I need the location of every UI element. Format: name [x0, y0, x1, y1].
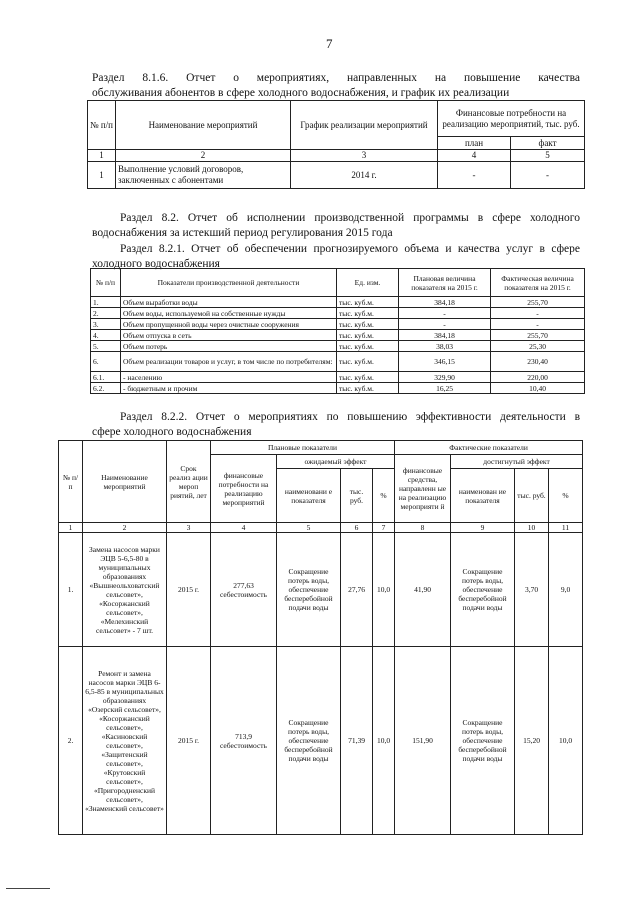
cell-plan: 38,03: [399, 341, 491, 352]
cell-fact: -: [491, 319, 585, 330]
section-82-heading-line2: водоснабжения за истекший период регулирования 2015 года: [92, 227, 393, 239]
section-816-heading: [92, 71, 580, 101]
cell-fact: 25,30: [491, 341, 585, 352]
table-821: [90, 268, 585, 394]
cell-name: Объем воды, используемой на собственные нужды: [121, 308, 337, 319]
cell-num: 2.: [91, 308, 121, 319]
cell-name: Объем потерь: [121, 341, 337, 352]
cell-num: 1.: [91, 297, 121, 308]
cell-plan: 346,15: [399, 352, 491, 372]
cell-fact: -: [491, 308, 585, 319]
index-cell: 5: [277, 523, 341, 533]
table-row: [91, 308, 585, 319]
cell-rub-fact: 3,70: [515, 533, 549, 647]
section-822-heading-line1: Раздел 8.2.2. Отчет о мероприятиях по повышению эффективности деятельности в: [120, 411, 580, 423]
cell-unit: тыс. куб.м.: [337, 319, 399, 330]
cell-fin-plan: 277,63 себестоимость: [211, 533, 277, 647]
cell-fact: -: [511, 162, 585, 189]
cell-fact: 255,70: [491, 330, 585, 341]
table-row: [91, 383, 585, 394]
cell-effect-fact: Сокращение потерь воды, обеспечение бесперебойной подачи воды: [451, 533, 515, 647]
index-cell: 2: [83, 523, 167, 533]
header-planned: Плановые показатели: [211, 441, 395, 455]
cell-fin-fact: 41,90: [395, 533, 451, 647]
header-num: № п/п: [88, 101, 116, 150]
cell-fact: 10,40: [491, 383, 585, 394]
table-row: [91, 352, 585, 372]
cell-plan: 329,90: [399, 372, 491, 383]
table-row: [91, 372, 585, 383]
cell-pct: 10,0: [373, 533, 395, 647]
cell-fact: 230,40: [491, 352, 585, 372]
cell-plan: -: [399, 308, 491, 319]
cell-num: 6.2.: [91, 383, 121, 394]
table-row: [59, 533, 583, 647]
cell-name: - бюджетным и прочим: [121, 383, 337, 394]
cell-plan: -: [399, 319, 491, 330]
index-cell: 6: [341, 523, 373, 533]
cell-rub: 71,39: [341, 647, 373, 835]
cell-num: 4.: [91, 330, 121, 341]
header-name: Наименование мероприятий: [83, 441, 167, 523]
cell-term: 2015 г.: [167, 647, 211, 835]
header-rub: тыс. руб.: [341, 469, 373, 523]
cell-fact: 220,00: [491, 372, 585, 383]
index-cell: 2: [116, 150, 291, 162]
section-822-heading: [92, 410, 580, 440]
table-row: [59, 647, 583, 835]
cell-pct-fact: 10,0: [549, 647, 583, 835]
header-num: № п/ п: [59, 441, 83, 523]
cell-pct: 10,0: [373, 647, 395, 835]
cell-num: 6.: [91, 352, 121, 372]
header-plan: Плановая величина показателя на 2015 г.: [399, 269, 491, 297]
cell-unit: тыс. куб.м.: [337, 330, 399, 341]
table-row: [91, 297, 585, 308]
index-cell: 10: [515, 523, 549, 533]
index-cell: 3: [291, 150, 438, 162]
cell-unit: тыс. куб.м.: [337, 372, 399, 383]
index-cell: 1: [88, 150, 116, 162]
header-unit: Ед. изм.: [337, 269, 399, 297]
header-indicator: наименовани е показателя: [277, 469, 341, 523]
cell-name: Объем отпуска в сеть: [121, 330, 337, 341]
header-term: Срок реализ ации мероп риятий, лет: [167, 441, 211, 523]
header-fin-plan: финансовые потребности на реализацию мероприятий: [211, 455, 277, 523]
cell-term: 2015 г.: [167, 533, 211, 647]
header-finance: Финансовые потребности на реализацию мероприятий, тыс. руб.: [438, 101, 585, 137]
table-row: [91, 319, 585, 330]
index-cell: 4: [438, 150, 511, 162]
index-cell: 9: [451, 523, 515, 533]
index-cell: 4: [211, 523, 277, 533]
header-pct-fact: %: [549, 469, 583, 523]
cell-num: 3.: [91, 319, 121, 330]
section-821-heading-line1: Раздел 8.2.1. Отчет об обеспечении прогнозируемого объема и качества услуг в сфере: [120, 243, 580, 255]
cell-num: 1: [88, 162, 116, 189]
cell-name: Объем реализации товаров и услуг, в том числе по потребителям:: [121, 352, 337, 372]
index-row: [59, 523, 583, 533]
cell-fin-fact: 151,90: [395, 647, 451, 835]
cell-schedule: 2014 г.: [291, 162, 438, 189]
cell-plan: 384,18: [399, 297, 491, 308]
table-row: [88, 162, 585, 189]
cell-num: 6.1.: [91, 372, 121, 383]
cell-effect-fact: Сокращение потерь воды, обеспечение бесперебойной подачи воды: [451, 647, 515, 835]
section-82-heading: [92, 211, 580, 241]
cell-unit: тыс. куб.м.: [337, 341, 399, 352]
cell-name: Объем выработки воды: [121, 297, 337, 308]
cell-unit: тыс. куб.м.: [337, 297, 399, 308]
table-row: [91, 341, 585, 352]
cell-rub-fact: 15,20: [515, 647, 549, 835]
cell-effect: Сокращение потерь воды, обеспечение бесперебойной подачи воды: [277, 647, 341, 835]
page-number: 7: [326, 36, 333, 51]
index-cell: 3: [167, 523, 211, 533]
cell-name: - населению: [121, 372, 337, 383]
index-row: [88, 150, 585, 162]
cell-pct-fact: 9,0: [549, 533, 583, 647]
header-name: Показатели производственной деятельности: [121, 269, 337, 297]
cell-num: 5.: [91, 341, 121, 352]
header-name: Наименование мероприятий: [116, 101, 291, 150]
header-schedule: График реализации мероприятий: [291, 101, 438, 150]
cell-num: 1.: [59, 533, 83, 647]
header-pct: %: [373, 469, 395, 523]
header-achieved: достигнутый эффект: [451, 455, 583, 469]
cell-unit: тыс. куб.м.: [337, 352, 399, 372]
cell-effect: Сокращение потерь воды, обеспечение бесперебойной подачи воды: [277, 533, 341, 647]
footnote-divider: [6, 888, 50, 889]
cell-unit: тыс. куб.м.: [337, 308, 399, 319]
cell-plan: -: [438, 162, 511, 189]
header-fin-fact: финансовые средства, направленн ые на реализацию мероприяти й: [395, 455, 451, 523]
index-cell: 7: [373, 523, 395, 533]
cell-plan: 384,18: [399, 330, 491, 341]
table-816: [87, 100, 585, 189]
section-816-heading-line2: обслуживания абонентов в сфере холодного водоснабжения, и график их реализации: [92, 87, 510, 99]
table-row: [91, 330, 585, 341]
section-816-heading-line1: Раздел 8.1.6. Отчет о мероприятиях, направленных на повышение качества: [92, 72, 580, 84]
header-fact: Фактическая величина показателя на 2015 г.: [491, 269, 585, 297]
header-expected: ожидаемый эффект: [277, 455, 395, 469]
cell-rub: 27,76: [341, 533, 373, 647]
header-rub-fact: тыс. руб.: [515, 469, 549, 523]
section-82-heading-line1: Раздел 8.2. Отчет об исполнении производственной программы в сфере холодного: [120, 212, 580, 224]
index-cell: 5: [511, 150, 585, 162]
index-cell: 8: [395, 523, 451, 533]
header-plan: план: [438, 137, 511, 150]
index-cell: 11: [549, 523, 583, 533]
cell-fact: 255,70: [491, 297, 585, 308]
cell-num: 2.: [59, 647, 83, 835]
header-fact: факт: [511, 137, 585, 150]
cell-plan: 16,25: [399, 383, 491, 394]
cell-name: Объем пропущенной воды через очистные сооружения: [121, 319, 337, 330]
cell-unit: тыс. куб.м.: [337, 383, 399, 394]
cell-name: Выполнение условий договоров, заключенных с абонентами: [116, 162, 291, 189]
table-822: [58, 440, 583, 835]
index-cell: 1: [59, 523, 83, 533]
section-822-heading-line2: сфере холодного водоснабжения: [92, 426, 252, 438]
header-actual: Фактические показатели: [395, 441, 583, 455]
cell-name: Замена насосов марки ЭЦВ 5-6,5-80 в муниципальных образованиях «Вышнеольховатский сельсовет», «Косоржанский сельсовет», «Мелехинский сельсовет» - 7 шт.: [83, 533, 167, 647]
section-821-heading-line2: холодного водоснабжения: [92, 258, 220, 270]
header-indicator-fact: наименован ие показателя: [451, 469, 515, 523]
cell-name: Ремонт и замена насосов марки ЭЦВ 6-6,5-85 в муниципальных образованиях «Озерский сельсовет», «Косоржанский сельсовет», «Касиновский сельсовет», «Защитенский сельсовет», «Крутовский сельсовет», «Пригородненский сельсовет», «Знаменский сельсовет»: [83, 647, 167, 835]
cell-fin-plan: 713,9 себестоимость: [211, 647, 277, 835]
header-num: № п/п: [91, 269, 121, 297]
